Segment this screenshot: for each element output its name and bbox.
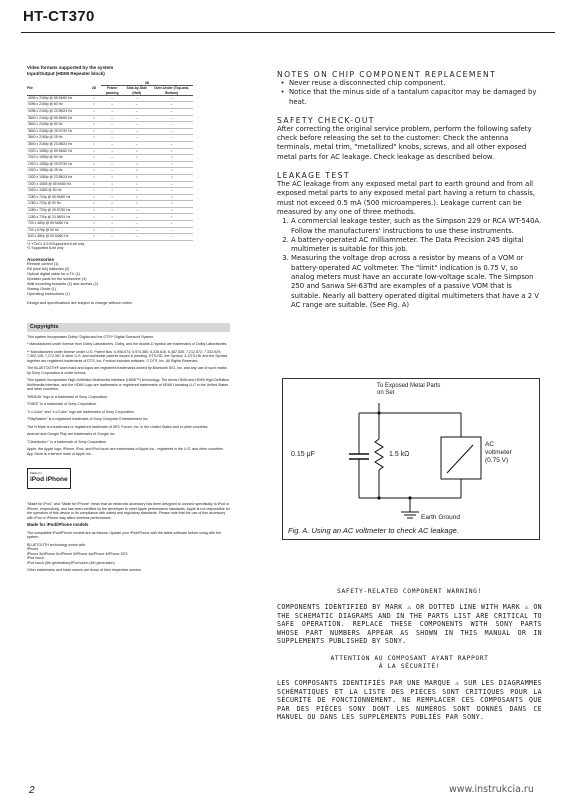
models-title: Made for iPod/iPhone models — [27, 522, 89, 528]
support-cell: – — [150, 102, 193, 109]
support-cell: ○ — [123, 194, 150, 201]
table-row — [27, 135, 193, 142]
format-cell: 3840 x 2160p @ 23.98/24 Hz — [27, 141, 87, 148]
table-row — [27, 95, 193, 102]
copyright-paragraph: "BRAVIA" logo is a trademark of Sony Corporation. — [27, 394, 108, 399]
support-cell: – — [101, 95, 123, 102]
format-cell: 1920 x 1080i @ 50 Hz — [27, 188, 87, 195]
format-cell: 1280 x 720p @ 59.94/60 Hz — [27, 194, 87, 201]
table-row — [27, 155, 193, 162]
format-cell: 640 x 480p @ 59.94/60 Hz — [27, 234, 87, 241]
support-cell: – — [123, 95, 150, 102]
format-cell: 1920 x 1080p @ 29.97/30 Hz — [27, 161, 87, 168]
col-file: File — [27, 81, 87, 95]
support-cell: ○ — [150, 214, 193, 221]
support-cell: – — [150, 234, 193, 241]
col-3d: 3D — [101, 81, 193, 86]
support-cell: ○ — [87, 234, 101, 241]
support-cell: – — [101, 148, 123, 155]
support-cell: – — [101, 234, 123, 241]
support-cell: ○ — [87, 128, 101, 135]
vf-footnote-1: *1 YCbCr 4:2:0/Supported 8-bit only — [27, 241, 85, 246]
bt-model-list — [27, 547, 230, 565]
support-cell: ○ — [101, 201, 123, 208]
table-row — [27, 148, 193, 155]
meter-line1: AC — [485, 441, 495, 448]
accessory-item: Startup Guide (1) — [27, 286, 57, 291]
table-row — [27, 207, 193, 214]
trademark-final: Other trademarks and trade names are those of their respective owners. — [27, 568, 142, 573]
warning-text-en: COMPONENTS IDENTIFIED BY MARK ⚠ OR DOTTED LINE WITH MARK ⚠ ON THE SCHEMATIC DIAGRAMS AND IN THE PARTS LIST ARE CRITICAL TO SAFE OPERATION. REPLACE THESE COMPONENTS WITH SONY PARTS WHOSE PART NUMBERS APPEAR AS SHOWN IN THIS MANUAL OR IN SUPPLEMENTS PUBLISHED BY SONY. — [277, 603, 542, 646]
meter-line2: voltmeter — [485, 449, 512, 456]
support-cell: ○ — [123, 148, 150, 155]
support-cell: – — [123, 221, 150, 228]
col-frame-packing: Frame packing — [101, 86, 123, 95]
support-cell: ○ — [150, 148, 193, 155]
accessories-title: Accessories — [27, 256, 55, 262]
leakage-test-text: The AC leakage from any exposed metal part to earth ground and from all exposed metal parts to any exposed metal part having a return to chassis, must not exceed 0.5 mA (500 microamperes.). Leakage current can be measured by any one of three methods. — [277, 180, 536, 216]
support-cell: ○ — [101, 181, 123, 188]
format-cell: 1280 x 720p @ 29.97/30 Hz — [27, 207, 87, 214]
video-formats-title — [27, 65, 230, 76]
chip-replacement-title: NOTES ON CHIP COMPONENT REPLACEMENT — [277, 70, 497, 79]
bt-model-item: iPhone 5s/iPhone 5c/iPhone 5/iPhone 4s/iPhone 4/iPhone 3GS — [27, 551, 128, 556]
vf-title-line1: Video formats supported by the system — [27, 65, 114, 70]
support-cell: ○ — [101, 188, 123, 195]
support-cell: – — [123, 234, 150, 241]
leakage-method-list — [277, 217, 542, 310]
safety-checkout-text: After correcting the original service problem, perform the following safety check before releasing the set to the customer: Check the antenna terminals, metal trim, "metallized" knobs, screws, and all other exposed metal parts for AC leakage. Check leakage as described below. — [277, 124, 532, 161]
copyright-paragraph: ** Manufactured under license under U.S. Patent Nos: 5,956,674; 5,974,380; 6,226,616; 6,487,535; 7,212,872; 7,333,929; 7,392,195; 7,272,567 & other U.S. and worldwide patents issued & pending. DTS-HD, the Symbol, & DTS-HD and the Symbol together are registered trademarks of DTS, Inc. Product includes software. © DTS, Inc. All Rights Reserved. — [27, 349, 228, 363]
format-cell: 1920 x 1080p @ 25 Hz — [27, 168, 87, 175]
support-cell: – — [123, 122, 150, 129]
support-cell: – — [123, 207, 150, 214]
copyright-paragraph: This system incorporates High-Definition Multimedia Interface (HDMI™) technology. The terms HDMI and HDMI High-Definition Multimedia Interface, and the HDMI Logo are trademarks or registered trademarks of HDMI Licensing LLC in the United States and other countries. — [27, 378, 230, 392]
support-cell: ○ — [87, 181, 101, 188]
format-cell: 3840 x 2160p @ 25 Hz — [27, 135, 87, 142]
fig-label-capacitor: 0.15 μF — [291, 451, 315, 458]
support-cell: ○ — [123, 188, 150, 195]
fig-label-ground: Earth Ground — [421, 514, 461, 521]
support-cell: – — [150, 108, 193, 115]
design-note: Design and specifications are subject to change without notice. — [27, 300, 133, 305]
format-cell: 1920 x 1080p @ 50 Hz — [27, 155, 87, 162]
models-text: The compatible iPod/iPhone models are as follows. Update your iPod/iPhone with the latest software before using with the system. — [27, 530, 222, 540]
support-cell: – — [150, 128, 193, 135]
accessory-item: Speaker pads for the subwoofer (4) — [27, 276, 87, 281]
format-cell: 3840 x 2160p @ 29.97/30 Hz — [27, 128, 87, 135]
support-cell: – — [101, 115, 123, 122]
model-title: HT-CT370 — [23, 8, 95, 25]
video-formats-table — [27, 81, 193, 241]
accessory-item: Operating Instructions (1) — [27, 291, 70, 296]
support-cell: ○ — [87, 148, 101, 155]
copyrights-text — [27, 335, 230, 457]
warning-title-fr-1: ATTENTION AU COMPOSANT AYANT RAPPORT — [330, 654, 489, 662]
support-cell: – — [123, 115, 150, 122]
badge-main-label: iPod iPhone — [30, 476, 68, 484]
table-row — [27, 122, 193, 129]
vf-footnote-2: *2 Supported 8-bit only — [27, 246, 64, 251]
copyrights-heading: Copyrights — [27, 323, 230, 332]
support-cell: – — [150, 141, 193, 148]
support-cell: – — [123, 102, 150, 109]
safety-checkout-title: SAFETY CHECK-OUT — [277, 115, 375, 125]
col-over-under: Over-Under (Top-and-Bottom) — [150, 86, 193, 95]
fig-label-top: To Exposed Metal Parts on Set — [377, 383, 441, 396]
support-cell: ○ — [123, 181, 150, 188]
table-row — [27, 194, 193, 201]
bt-model-item: iPhone — [27, 547, 39, 552]
support-cell: ○ — [150, 168, 193, 175]
support-cell: ○ — [87, 102, 101, 109]
support-cell: – — [150, 135, 193, 142]
table-row — [27, 221, 193, 228]
support-cell: ○ — [150, 174, 193, 181]
meter-line3: (0.75 V) — [485, 457, 509, 464]
support-cell: ○ — [87, 168, 101, 175]
format-cell: 720 x 576p @ 50 Hz — [27, 227, 87, 234]
table-row — [27, 188, 193, 195]
support-cell: – — [150, 227, 193, 234]
support-cell: – — [123, 128, 150, 135]
format-cell: 720 x 480p @ 59.94/60 Hz — [27, 221, 87, 228]
support-cell: – — [150, 95, 193, 102]
support-cell: ○ — [87, 221, 101, 228]
format-cell: 1920 x 1080p @ 59.94/60 Hz — [27, 148, 87, 155]
support-cell: – — [123, 141, 150, 148]
support-cell: ○ — [123, 174, 150, 181]
support-cell: ○ — [150, 194, 193, 201]
support-cell: ○ — [87, 115, 101, 122]
right-column — [277, 70, 542, 310]
table-row — [27, 174, 193, 181]
support-cell: – — [101, 128, 123, 135]
bt-title: BLUETOOTH technology works with: — [27, 542, 87, 547]
support-cell: ○ — [87, 207, 101, 214]
chip-item: • Never reuse a disconnected chip component. — [289, 79, 542, 88]
support-cell: – — [123, 108, 150, 115]
header-rule — [21, 32, 555, 33]
chip-replacement-list — [277, 79, 542, 107]
format-cell: 4096 x 2160p @ 23.98/24 Hz — [27, 108, 87, 115]
support-cell: ○ — [150, 207, 193, 214]
voltmeter-needle — [447, 445, 473, 473]
site-watermark: www.instrukcia.ru — [449, 784, 534, 795]
format-cell: 1280 x 720p @ 50 Hz — [27, 201, 87, 208]
leakage-test-title: LEAKAGE TEST — [277, 171, 350, 181]
made-for-text: "Made for iPod," and "Made for iPhone" mean that an electronic accessory has been designed to connect specifically to iPod or iPhone, respectively, and has been certified by the developer to meet Apple performance standards. Apple is not responsible for the operation of this device or its compliance with safety and regulatory standards. Please note that the use of this accessory with iPod or iPhone may affect wireless performance. — [27, 502, 230, 520]
figure-a-frame — [282, 378, 540, 540]
support-cell: – — [150, 188, 193, 195]
table-row — [27, 108, 193, 115]
chip-item: • Notice that the minus side of a tantalum capacitor may be damaged by heat. — [289, 88, 542, 107]
support-cell: ○ — [87, 95, 101, 102]
support-cell: ○ — [123, 168, 150, 175]
format-cell: 1920 x 1080p @ 23.98/24 Hz — [27, 174, 87, 181]
support-cell: ○ — [101, 174, 123, 181]
warning-title-en: SAFETY-RELATED COMPONENT WARNING! — [337, 588, 482, 595]
support-cell: – — [123, 214, 150, 221]
bt-model-item: iPod touch — [27, 556, 44, 561]
table-row — [27, 115, 193, 122]
support-cell: – — [150, 115, 193, 122]
format-cell: 4096 x 2160p @ 50 Hz — [27, 102, 87, 109]
format-cell: 4096 x 2160p @ 59.94/60 Hz — [27, 95, 87, 102]
table-row — [27, 168, 193, 175]
accessories-list — [27, 262, 230, 296]
table-row — [27, 141, 193, 148]
support-cell: – — [101, 108, 123, 115]
resistor-symbol — [375, 439, 383, 470]
leakage-method: 1. A commercial leakage tester, such as the Simpson 229 or RCA WT-540A. Follow the manufacturers' instructions to use these instruments. — [291, 217, 542, 236]
support-cell: – — [101, 122, 123, 129]
badge-top-label: Made for — [30, 471, 42, 476]
support-cell: – — [150, 122, 193, 129]
support-cell: – — [101, 102, 123, 109]
col-side-by-side: Side-by-Side (Half) — [123, 86, 150, 95]
table-row — [27, 227, 193, 234]
leakage-method: 2. A battery-operated AC milliammeter. The Data Precision 245 digital multimeter is suitable for this job. — [291, 236, 542, 255]
support-cell: ○ — [150, 201, 193, 208]
safety-warning-block — [277, 588, 542, 722]
support-cell: ○ — [150, 161, 193, 168]
copyright-paragraph: This system incorporates Dolby* Digital and the DTS** Digital Surround System. — [27, 334, 155, 339]
support-cell: ○ — [123, 201, 150, 208]
warning-text-fr: LES COMPOSANTS IDENTIFIÉS PAR UNE MARQUE ⚠ SUR LES DIAGRAMMES SCHÉMATIQUES ET LA LISTE DES PIÈCES SONT CRITIQUES POUR LA SÉCURITÉ DE FONCTIONNEMENT. NE REMPLACER CES COMPOSANTS QUE PAR DES PIÈCES SONY DONT LES NUMÉROS SONT DONNÉS DANS CE MANUEL OU DANS LES SUPPLÉMENTS PUBLIÉS PAR SONY. — [277, 678, 542, 722]
accessory-item: Optical digital cable for a TV (1) — [27, 272, 81, 277]
table-row — [27, 214, 193, 221]
support-cell: – — [123, 227, 150, 234]
fig-label-resistor: 1.5 kΩ — [389, 451, 410, 458]
support-cell: – — [123, 135, 150, 142]
support-cell: ○ — [87, 174, 101, 181]
copyright-paragraph: The N Mark is a trademark or registered trademark of NFC Forum, Inc. in the United States and in other countries. — [27, 424, 209, 429]
support-cell: ○ — [87, 141, 101, 148]
vf-title-line2: Input/Output (HDMI Repeater block) — [27, 70, 105, 76]
support-cell: ○ — [150, 155, 193, 162]
table-row — [27, 201, 193, 208]
support-cell: ○ — [123, 155, 150, 162]
copyright-paragraph: "x.v.Color" and "x.v.Color" logo are trademarks of Sony Corporation. — [27, 409, 135, 414]
copyright-paragraph: "ClearAudio+" is a trademark of Sony Corporation. — [27, 439, 108, 444]
support-cell: – — [101, 155, 123, 162]
figure-a-caption: Fig. A. Using an AC voltmeter to check AC leakage. — [288, 526, 459, 535]
fig-label-meter — [485, 441, 512, 465]
made-for-ipod-iphone-badge — [27, 468, 71, 489]
page-number: 2 — [29, 785, 35, 796]
copyright-paragraph: The BLUETOOTH® word mark and logos are registered trademarks owned by Bluetooth SIG, Inc. and any use of such marks by Sony Corporation is under license. — [27, 366, 227, 375]
format-cell: 3840 x 2160p @ 59.94/60 Hz — [27, 115, 87, 122]
support-cell: – — [150, 181, 193, 188]
support-cell: ○ — [87, 122, 101, 129]
support-cell: ○ — [87, 155, 101, 162]
support-cell: – — [101, 135, 123, 142]
warning-title-fr-2: À LA SÉCURITÉ! — [378, 662, 441, 670]
leakage-method: 3. Measuring the voltage drop across a resistor by means of a VOM or battery-operated AC voltmeter. The "limit" indication is 0.75 V, so analog meters must have an accurate low-voltage scale. The Simpson 250 and Sanwa SH-63Trd are examples of a passive VOM that is suitable. Nearly all battery operated digital multimeters that have a 2 V AC range are suitable. (See Fig. A) — [291, 254, 542, 310]
left-column — [27, 65, 230, 573]
table-row — [27, 128, 193, 135]
support-cell: – — [150, 221, 193, 228]
support-cell: ○ — [101, 207, 123, 214]
copyright-paragraph: * Manufactured under license from Dolby Laboratories. Dolby, and the double-D symbol are trademarks of Dolby Laboratories. — [27, 342, 228, 347]
support-cell: – — [101, 168, 123, 175]
support-cell: ○ — [87, 227, 101, 234]
support-cell: ○ — [87, 214, 101, 221]
support-cell: – — [101, 221, 123, 228]
format-cell: 3840 x 2160p @ 50 Hz — [27, 122, 87, 129]
support-cell: ○ — [101, 214, 123, 221]
support-cell: ○ — [87, 108, 101, 115]
table-row — [27, 234, 193, 241]
accessory-item: R6 (size AA) batteries (2) — [27, 267, 70, 272]
bt-model-item: iPod touch (5th generation)/iPod touch (4th generation) — [27, 560, 115, 565]
support-cell: – — [101, 227, 123, 234]
support-cell: – — [101, 161, 123, 168]
copyright-paragraph: Android and Google Play are trademarks of Google Inc. — [27, 432, 116, 437]
table-row — [27, 102, 193, 109]
support-cell: – — [101, 141, 123, 148]
support-cell: ○ — [87, 188, 101, 195]
format-cell: 1920 x 1080i @ 59.94/60 Hz — [27, 181, 87, 188]
copyright-paragraph: "PlayStation" is a registered trademark of Sony Computer Entertainment Inc. — [27, 417, 149, 422]
col-2d: 2D — [87, 81, 101, 95]
format-cell: 1280 x 720p @ 23.98/24 Hz — [27, 214, 87, 221]
support-cell: ○ — [101, 194, 123, 201]
accessory-item: Remote control (1) — [27, 262, 59, 267]
support-cell: ○ — [87, 194, 101, 201]
table-row — [27, 181, 193, 188]
support-cell: ○ — [123, 161, 150, 168]
support-cell: ○ — [87, 135, 101, 142]
support-cell: ○ — [87, 201, 101, 208]
support-cell: ○ — [87, 161, 101, 168]
copyright-paragraph: Apple, the Apple logo, iPhone, iPod, and iPod touch are trademarks of Apple Inc., registered in the U.S. and other countries. App Store is a service mark of Apple Inc. — [27, 447, 224, 456]
accessory-item: Wall mounting brackets (2) and screws (2) — [27, 281, 98, 286]
copyright-paragraph: "DSEE" is a trademark of Sony Corporation. — [27, 402, 98, 407]
table-row — [27, 161, 193, 168]
